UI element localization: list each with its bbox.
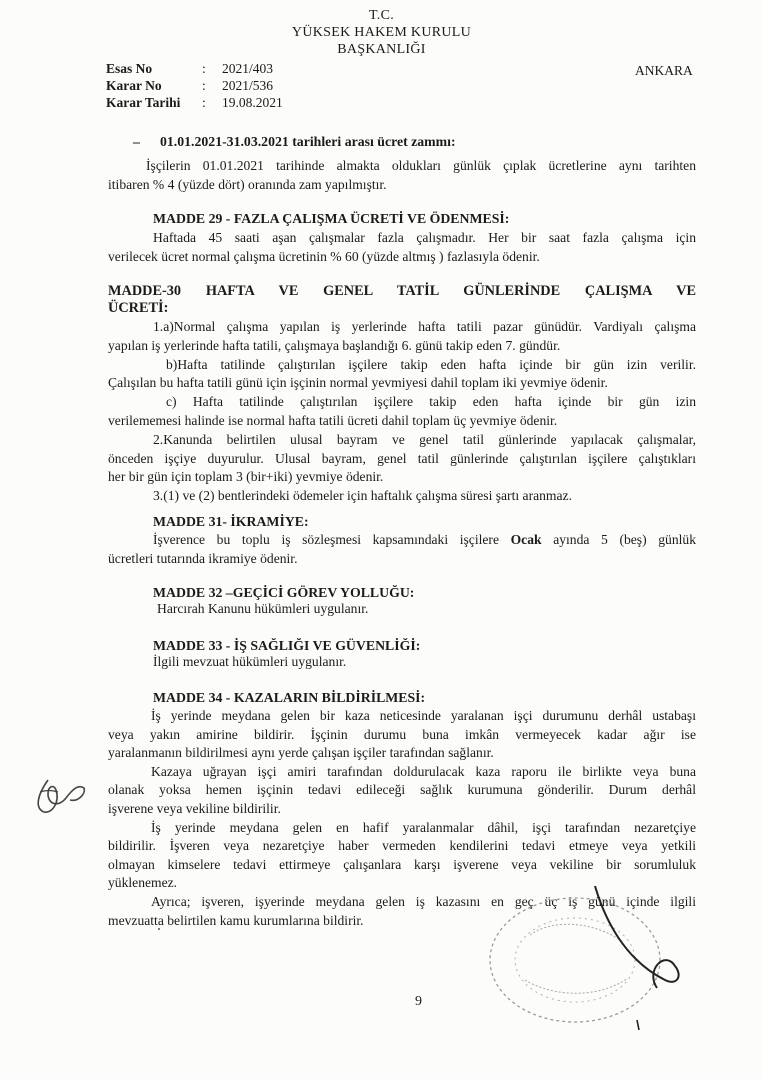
header-presidency: BAŞKANLIĞI xyxy=(337,42,426,57)
madde-32-title: MADDE 32 –GEÇİCİ GÖREV YOLLUĞU: xyxy=(153,585,415,600)
city: ANKARA xyxy=(635,63,693,78)
page-number: 9 xyxy=(415,994,422,1009)
bullet-dash: – xyxy=(133,134,140,149)
madde-30-title: MADDE-30 HAFTA VE GENEL TATİL GÜNLERİNDE ÇALIŞMA VE xyxy=(108,283,696,299)
karar-label: Karar No xyxy=(106,78,162,93)
signature xyxy=(585,880,705,1030)
esas-value: 2021/403 xyxy=(222,61,274,76)
karar-colon: : xyxy=(202,78,206,93)
tarih-value: 19.08.2021 xyxy=(222,95,283,110)
esas-colon: : xyxy=(202,61,206,76)
madde-33-title: MADDE 33 - İŞ SAĞLIĞI VE GÜVENLİĞİ: xyxy=(153,638,421,653)
tarih-colon: : xyxy=(202,95,206,110)
madde-29-title: MADDE 29 - FAZLA ÇALIŞMA ÜCRETİ VE ÖDENMESİ: xyxy=(153,211,510,226)
initials-signature xyxy=(30,772,90,822)
karar-value: 2021/536 xyxy=(222,78,274,93)
madde-34-title: MADDE 34 - KAZALARIN BİLDİRİLMESİ: xyxy=(153,690,426,705)
wage-increase-title: 01.01.2021-31.03.2021 tarihleri arası ücret zammı: xyxy=(160,134,456,149)
madde-31-text: İşverence bu toplu iş sözleşmesi kapsamındaki işçilere Ocak ayında 5 (beş) günlük ücretleri tutarında ikramiye ödenir. xyxy=(108,532,696,566)
madde-30-title-cont: ÜCRETİ: xyxy=(108,300,169,316)
madde-33-text: İlgili mevzuat hükümleri uygulanır. xyxy=(153,654,347,669)
header-tc: T.C. xyxy=(368,8,395,23)
madde-30-text: 1.a)Normal çalışma yapılan iş yerlerinde hafta tatili pazar günüdür. Vardiyalı çalışma yapılan iş yerlerinde hafta tatili, çalışmaya başlandığı 6. günü takip eden 7. gündür. b)Hafta tatilinde çalıştırılan işçilere takip eden hafta içinde bir gün izin verilir. Çalışılan bu hafta tatili günü için işçinin normal yevmiyesi dahil toplam iki yevmiye ödenir. c) Hafta tatilinde çalıştırılan işçilere takip eden hafta içinde bir gün izin verilememesi halinde ise normal hafta tatili ücreti dahil toplam üç yevmiye ödenir. 2.Kanunda belirtilen ulusal bayram ve genel tatil günlerinde yapılacak çalışmalar, önceden işçiye duyurulur. Ulusal bayram, genel tatil günlerinde çalıştırılan işçilere çalıştıkları her bir gün için toplam 3 (bir+iki) yevmiye ödenir. 3.(1) ve (2) bentlerindeki ödemeler için haftalık çalışma süresi şartı aranmaz. xyxy=(108,319,696,504)
madde-31-title: MADDE 31- İKRAMİYE: xyxy=(153,514,309,529)
wage-increase-text: İşçilerin 01.01.2021 tarihinde almakta oldukları günlük çıplak ücretlerine aynı tarihten itibaren % 4 (yüzde dört) oranında zam yapılmıştır. xyxy=(108,158,696,192)
esas-label: Esas No xyxy=(106,61,153,76)
madde-32-text: Harcırah Kanunu hükümleri uygulanır. xyxy=(157,601,369,616)
stray-dot xyxy=(158,928,160,930)
madde-34-text: İş yerinde meydana gelen bir kaza neticesinde yaralanan işçi durumunu derhâl ustabaşı veya yakın amirine bildirir. İşçinin durumu buna imkân vermeyecek kadar ağır ise yaralanmanın bildirilmesi aynı yerde çalışan işçiler tarafından sağlanır. Kazaya uğrayan işçi amiri tarafından doldurulacak kaza raporu ile birlikte veya buna olanak yoksa hemen işçinin tedavi edileceği sağlık kurumuna gönderilir. Durum derhâl işverene veya vekiline bildirilir. İş yerinde meydana gelen en hafif yaralanmalar dâhil, işçi tarafından nezaretçiye bildirilir. İşveren veya nezaretçiye haber vermeden kendilerini tedavi etmeye veya yetkili olmayan kimselere tedavi ettirmeye çalışanlara karşı işverene veya vekiline bir sorumluluk yüklenemez. Ayrıca; işveren, işyerinde meydana gelen iş kazasını en geç üç iş günü içinde ilgili mevzuatta belirtilen kamu kurumlarına bildirir. xyxy=(108,708,696,928)
madde-29-text: Haftada 45 saati aşan çalışmalar fazla çalışmadır. Her bir saat fazla çalışma için verilecek ücret normal çalışma ücretinin % 60 (yüzde altmış ) fazlasıyla ödenir. xyxy=(108,230,696,264)
header-institution: YÜKSEK HAKEM KURULU xyxy=(291,25,472,40)
tarih-label: Karar Tarihi xyxy=(106,95,181,110)
